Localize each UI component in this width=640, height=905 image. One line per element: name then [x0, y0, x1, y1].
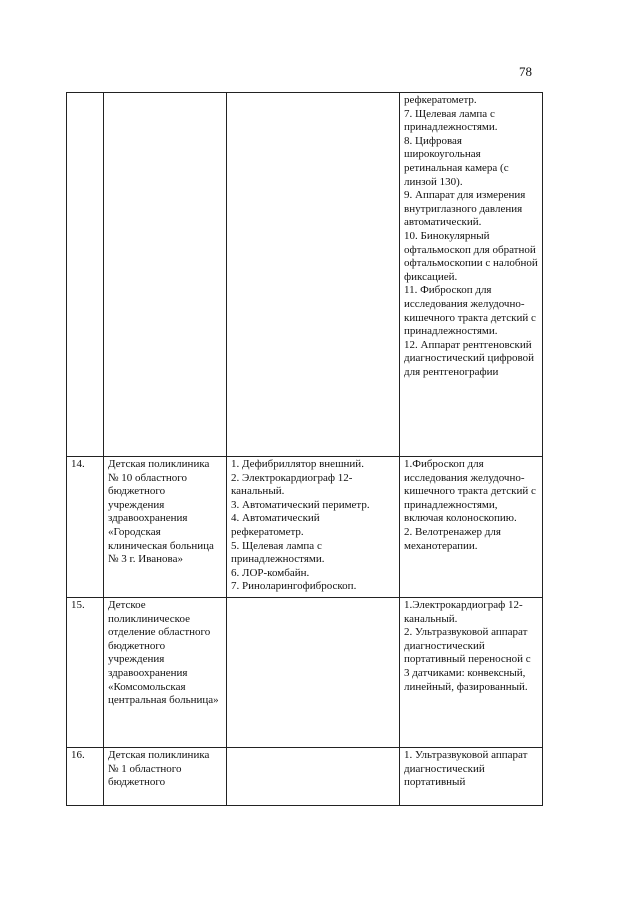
equipment-cell [227, 598, 400, 748]
equipment-cell-additional [400, 93, 543, 457]
row-number: 16. [67, 748, 104, 806]
equipment-list: 1.Фиброскоп для исследования желудочно-кишечного тракта детский с принадлежностями, включая колоноскопию. 2. Велотренажер для механотерапии. [404, 458, 536, 552]
institution-name: Детская поликлиника № 10 областного бюджетного учреждения здравоохранения «Городская клиническая больница № 3 г. Иванова» [108, 458, 214, 566]
equipment-cell [227, 748, 400, 806]
table-row [67, 598, 543, 748]
institution-name: Детская поликлиника № 1 областного бюджетного [108, 749, 210, 789]
table-row [67, 748, 543, 806]
equipment-list: 1.Электрокардиограф 12-канальный. 2. Ультразвуковой аппарат диагностический портативный переносной с 3 датчиками: конвексный, линейный, фазированный. [404, 599, 531, 693]
institution-name: Детское поликлиническое отделение областного бюджетного учреждения здравоохранения «Комсомольская центральная больница» [108, 599, 219, 707]
equipment-cell [227, 457, 400, 598]
equipment-cell [227, 93, 400, 457]
table-row [67, 93, 543, 457]
equipment-table [66, 92, 543, 806]
equipment-list: 1. Дефибриллятор внешний. 2. Электрокардиограф 12-канальный. 3. Автоматический периметр. 4. Автоматический рефкератометр. 5. Щелевая лампа с принадлежностями. 6. ЛОР-комбайн. 7. Риноларингофиброскоп. [231, 458, 370, 593]
equipment-cell-additional [400, 457, 543, 598]
equipment-list: 1. Ультразвуковой аппарат диагностический портативный [404, 749, 528, 789]
equipment-cell-additional [400, 598, 543, 748]
row-number [67, 93, 104, 457]
equipment-cell-additional [400, 748, 543, 806]
row-number: 15. [67, 598, 104, 748]
page-number: 78 [519, 64, 532, 79]
equipment-list: рефкератометр. 7. Щелевая лампа с принадлежностями. 8. Цифровая широкоугольная ретинальная камера (с линзой 130). 9. Аппарат для измерения внутриглазного давления автоматический. 10. Бинокулярный офтальмоскоп для обратной офтальмоскопии с налобной фиксацией. 11. Фиброскоп для исследования желудочно-кишечного тракта детский с принадлежностями. 12. Аппарат рентгеновский диагностический цифровой для рентгенографии [404, 94, 538, 378]
institution-cell [104, 748, 227, 806]
table-row [67, 457, 543, 598]
institution-cell [104, 457, 227, 598]
institution-cell [104, 598, 227, 748]
institution-cell [104, 93, 227, 457]
row-number: 14. [67, 457, 104, 598]
